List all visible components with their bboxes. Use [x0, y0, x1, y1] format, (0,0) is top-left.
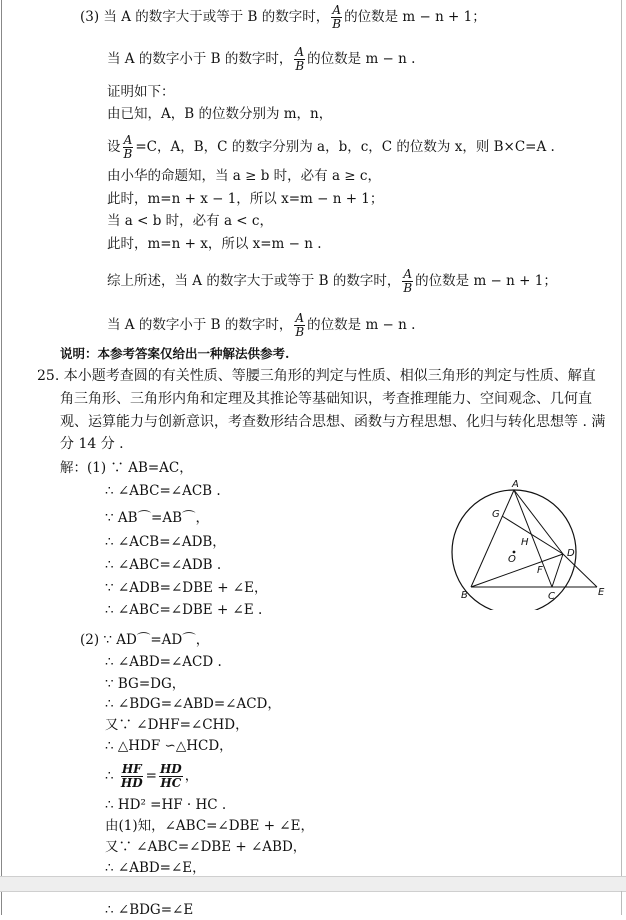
part3-line11: 当 A 的数字小于 B 的数字时， $\frac{A}{B}$ 的位数是 m − n . [107, 311, 416, 339]
label-c: C [548, 591, 555, 602]
solution-2-line4: ∴ ∠BDG=∠ABD=∠ACD， [105, 696, 281, 712]
solution-2-line7: ∴ $\frac{HF}{HD}$ = $\frac{HD}{HC}$ ， [105, 762, 199, 790]
label-a: A [512, 479, 519, 490]
q25-intro-line4: 分 14 分 . [60, 436, 124, 452]
fraction-a-over-b: $\frac{A}{B}$ [332, 3, 342, 31]
solution-2-line10: 又∵ ∠ABC=∠DBE + ∠ABD， [105, 839, 307, 855]
part3-line7: 此时，m=n + x − 1，所以 x=m − n + 1； [107, 191, 384, 207]
label-h: H [521, 537, 529, 548]
solution-1-line6: ∵ ∠ADB=∠DBE + ∠E， [105, 580, 268, 596]
segment-cd [552, 554, 563, 587]
part3-line5: 设 $\frac{A}{B}$ =C，A，B，C 的数字分别为 a，b，c，C 的位数为 x，则 B×C=A . [107, 133, 555, 161]
part3-line2: 当 A 的数字小于 B 的数字时， $\frac{A}{B}$ 的位数是 m − n . [107, 45, 416, 73]
label-f: F [537, 565, 543, 576]
solution-2-line3: ∵ BG=DG， [105, 676, 186, 692]
segment-ab [471, 490, 514, 587]
q25-intro-line1: 25. 本小题考查圆的有关性质、等腰三角形的判定与性质、相似三角形的判定与性质、解直 [37, 368, 596, 384]
part3-line4: 由已知，A，B 的位数分别为 m，n， [107, 106, 333, 122]
solution-2-line1: (2) ∵ AD⌒=AD⌒， [80, 632, 210, 648]
segment-ac [514, 490, 552, 587]
page-separator [0, 876, 626, 892]
left-border [1, 0, 2, 915]
solution-1-line2: ∴ ∠ABC=∠ACB . [105, 483, 221, 499]
q25-intro-line2: 角三角形、三角形内角和定理及其推论等基础知识，考查推理能力、空间观念、几何直 [60, 391, 592, 407]
solution-1-line3: ∵ AB⌒=AB⌒， [105, 510, 210, 526]
geometry-figure [440, 470, 620, 610]
label-b: B [461, 590, 468, 601]
next-page-line: ∴ ∠BDG=∠E [105, 902, 194, 918]
segment-bd [471, 554, 563, 587]
solution-1-line1: 解：(1) ∵ AB=AC， [60, 460, 193, 476]
solution-2-line9: 由(1)知，∠ABC=∠DBE + ∠E， [105, 818, 314, 834]
segment-gd [502, 516, 563, 554]
solution-1-line7: ∴ ∠ABC=∠DBE + ∠E . [105, 602, 263, 618]
part3-line3: 证明如下： [107, 84, 175, 100]
part3-line1: (3) 当 A 的数字大于或等于 B 的数字时， $\frac{A}{B}$ 的位数是 m − n + 1； [80, 3, 486, 31]
solution-2-line5: 又∵ ∠DHF=∠CHD， [105, 717, 249, 733]
part3-line6: 由小华的命题知，当 a ≥ b 时，必有 a ≥ c， [107, 168, 381, 184]
part3-line10: 综上所述，当 A 的数字大于或等于 B 的数字时， $\frac{A}{B}$ 的位数是 m − n + 1； [107, 267, 557, 295]
solution-2-line6: ∴ △HDF ∽△HCD， [105, 738, 233, 754]
answer-note: 说明：本参考答案仅给出一种解法供参考. [60, 346, 290, 361]
part3-line8: 当 a < b 时，必有 a < c， [107, 213, 273, 229]
solution-2-line8: ∴ HD² =HF · HC . [105, 797, 227, 813]
label-d: D [567, 548, 575, 559]
label-e: E [598, 587, 605, 598]
solution-1-line5: ∴ ∠ABC=∠ADB . [105, 557, 222, 573]
fraction-hf-hd: $\frac{HF}{HD}$ [120, 762, 143, 790]
part3-line9: 此时，m=n + x，所以 x=m − n . [107, 236, 322, 252]
right-border [621, 0, 622, 876]
label-g: G [492, 509, 500, 520]
center-point [513, 551, 516, 554]
label-o: O [508, 554, 516, 565]
solution-2-line11: ∴ ∠ABD=∠E， [105, 860, 206, 876]
solution-2-line2: ∴ ∠ABD=∠ACD . [105, 654, 222, 670]
q25-intro-line3: 观、运算能力与创新意识，考查数形结合思想、函数与方程思想、化归与转化思想等 . 满 [60, 414, 606, 430]
right-border-next [621, 891, 622, 915]
fraction-hd-hc: $\frac{HD}{HC}$ [159, 762, 182, 790]
solution-1-line4: ∴ ∠ACB=∠ADB， [105, 534, 226, 550]
